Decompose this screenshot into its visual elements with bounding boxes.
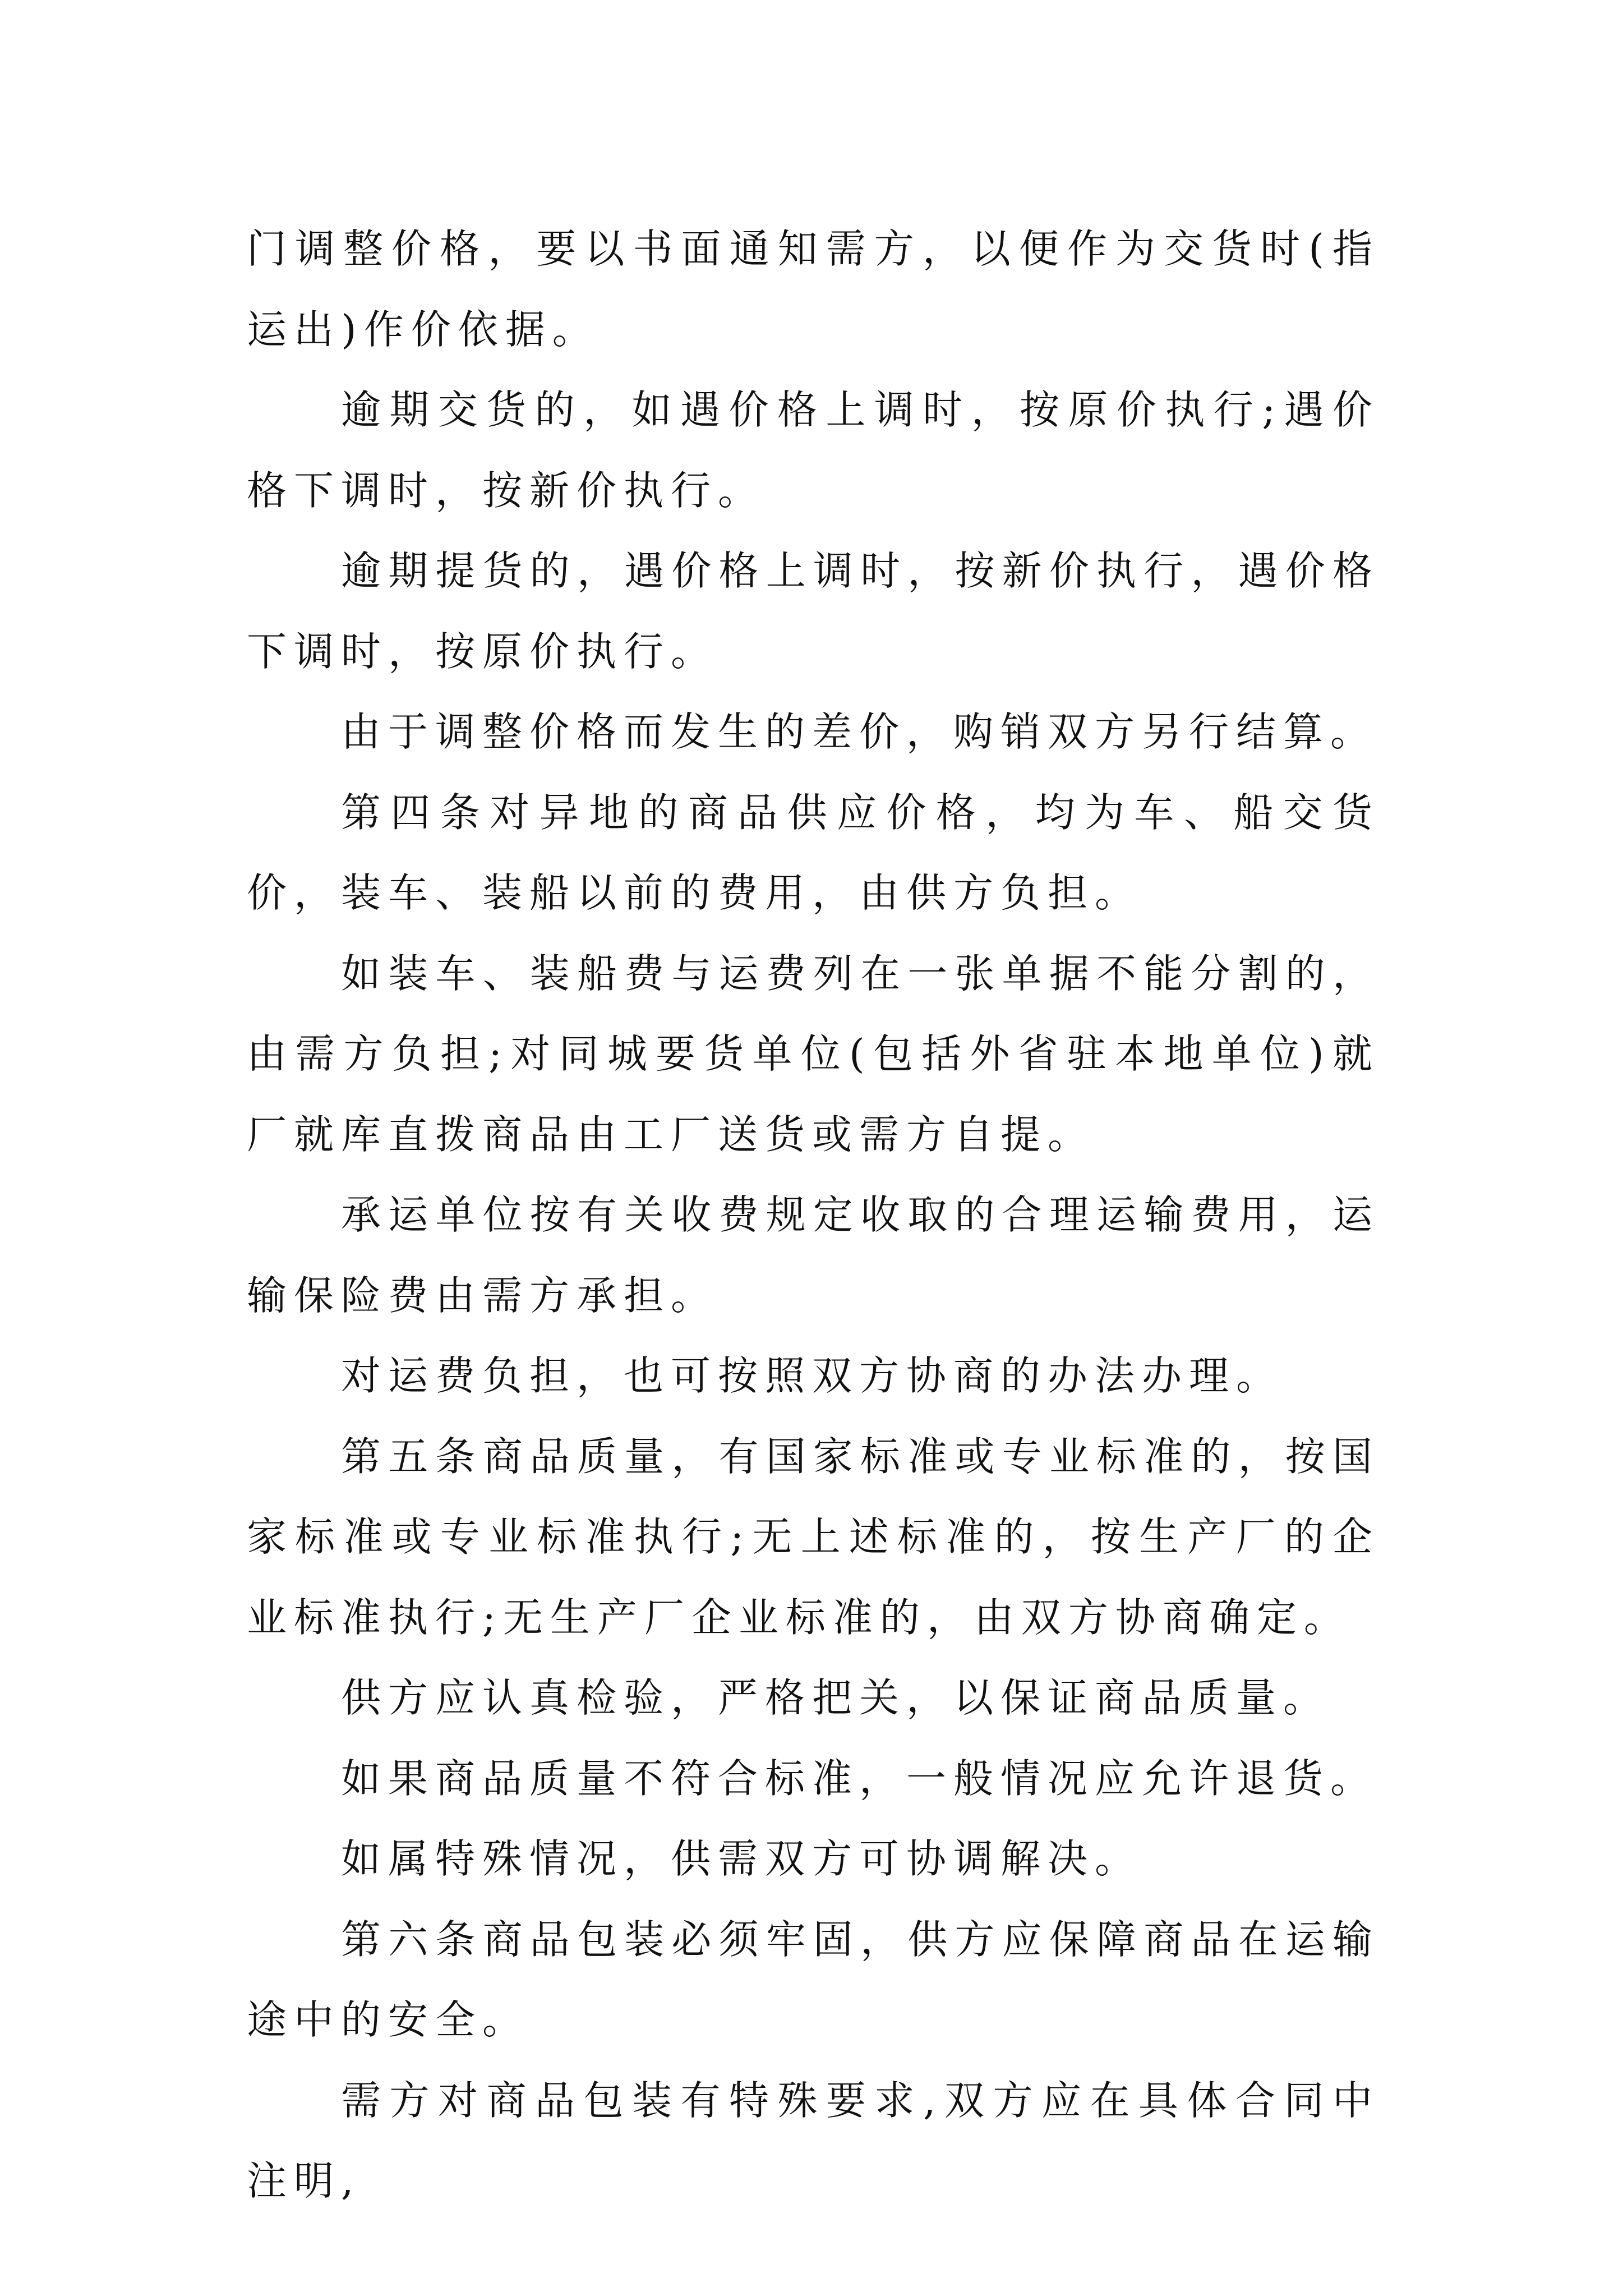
paragraph: 第五条商品质量，有国家标准或专业标准的，按国家标准或专业标准执行;无上述标准的，按生产厂的企业标准执行;无生产厂企业标准的，由双方协商确定。	[247, 1433, 1380, 1641]
paragraph: 门调整价格，要以书面通知需方，以便作为交货时(指运出)作价依据。	[247, 226, 1380, 353]
paragraph: 如属特殊情况，供需双方可协调解决。	[341, 1835, 1142, 1882]
document-body	[247, 209, 1380, 2221]
paragraph: 对运费负担，也可按照双方协商的办法办理。	[341, 1352, 1284, 1399]
paragraph: 逾期交货的，如遇价格上调时，按原价执行;遇价格下调时，按新价执行。	[247, 386, 1380, 514]
paragraph: 由于调整价格而发生的差价，购销双方另行结算。	[341, 708, 1378, 755]
paragraph: 供方应认真检验，严格把关，以保证商品质量。	[341, 1674, 1331, 1721]
paragraph: 需方对商品包装有特殊要求,双方应在具体合同中注明,	[247, 2077, 1380, 2204]
paragraph: 第六条商品包装必须牢固，供方应保障商品在运输途中的安全。	[247, 1916, 1380, 2043]
paragraph: 如装车、装船费与运费列在一张单据不能分割的，由需方负担;对同城要货单位(包括外省驻本地单位)就厂就库直拨商品由工厂送货或需方自提。	[247, 950, 1380, 1158]
paragraph: 承运单位按有关收费规定收取的合理运输费用，运输保险费由需方承担。	[247, 1191, 1380, 1319]
paragraph: 逾期提货的，遇价格上调时，按新价执行，遇价格下调时，按原价执行。	[247, 547, 1380, 675]
paragraph: 第四条对异地的商品供应价格，均为车、船交货价，装车、装船以前的费用，由供方负担。	[247, 789, 1380, 916]
paragraph: 如果商品质量不符合标准，一般情况应允许退货。	[341, 1755, 1378, 1802]
